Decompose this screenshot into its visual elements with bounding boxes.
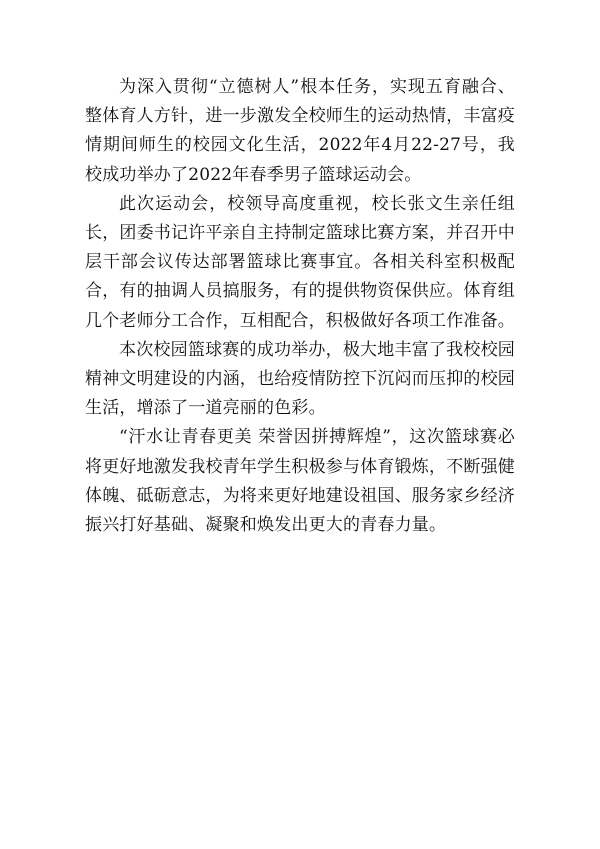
paragraph-1: 为深入贯彻“立德树人”根本任务，实现五育融合、整体育人方针，进一步激发全校师生的运动热情，丰富疫情期间师生的校园文化生活，2022年4月22-27号，我校成功举办了2022年春季男子篮球运动会。 <box>85 77 515 185</box>
paragraph-3: 本次校园篮球赛的成功举办，极大地丰富了我校校园精神文明建设的内涵，也给疫情防控下沉闷而压抑的校园生活，增添了一道亮丽的色彩。 <box>85 339 515 419</box>
document-body <box>85 73 515 540</box>
paragraph-4: “汗水让青春更美 荣誉因拼搏辉煌”，这次篮球赛必将更好地激发我校青年学生积极参与体育锻炼，不断强健体魄、砥砺意志，为将来更好地建设祖国、服务家乡经济振兴打好基础、凝聚和焕发出更大的青春力量。 <box>85 427 515 536</box>
paragraph-2: 此次运动会，校领导高度重视，校长张文生亲任组长，团委书记许平亲自主持制定篮球比赛方案，并召开中层干部会议传达部署篮球比赛事宜。各相关科室积极配合，有的抽调人员搞服务，有的提供物资保供应。体育组几个老师分工合作，互相配合，积极做好各项工作准备。 <box>85 193 515 331</box>
